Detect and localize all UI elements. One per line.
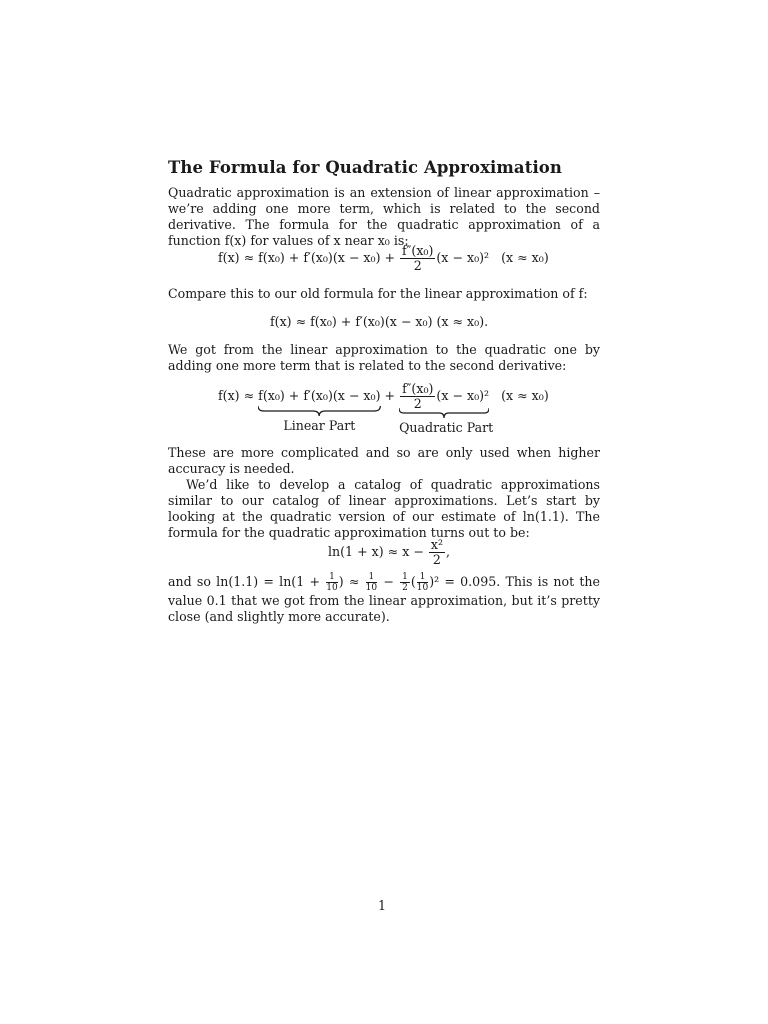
section-title: The Formula for Quadratic Approximation [168,158,563,177]
equation-braced [218,382,549,434]
eq1-rhs: (x − x₀)² [436,250,490,265]
p6-frac-3-num: 1 [402,572,408,582]
eq1-frac-num: f″(x₀) [402,243,434,258]
p6-frac-3-den: 2 [402,583,408,593]
eq3-plus: + [380,388,400,403]
eq4-fraction [429,538,445,567]
p6-frac-2-num: 1 [366,572,377,583]
eq4-lhs: ln(1 + x) ≈ x − [328,544,428,559]
p6-frac-4 [417,572,428,593]
quadratic-part-label: Quadratic Part [399,420,494,435]
p6-text-d: ( [410,574,416,589]
page-number: 1 [378,898,387,913]
linear-part-group [258,388,381,433]
p6-frac-3 [400,572,410,593]
eq3-condition: (x ≈ x₀) [501,388,549,403]
eq3-rhs: (x − x₀)² [436,388,490,403]
paragraph-catalog: We’d like to develop a catalog of quadratic approximations similar to our catalog of linear approximations. Let’s start by looking at the quadratic version of our estimate of ln(1.1). The formula for the quadratic approximation turns out to be: [168,477,600,540]
p6-frac-2 [366,572,377,593]
eq3-lhs: f(x) ≈ [218,388,259,403]
eq1-frac-den: 2 [413,258,422,273]
eq3-fraction [400,382,435,411]
p6-frac-1-den: 10 [326,583,338,593]
paragraph-result [168,572,600,625]
p6-text-a: and so ln(1.1) = ln(1 + [168,574,326,589]
p6-frac-2-den: 10 [365,583,378,593]
eq4-tail: , [446,544,451,559]
eq1-condition: (x ≈ x₀) [501,250,549,265]
equation-ln [328,538,450,567]
p6-text-c: − [378,574,400,589]
paragraph-compare: Compare this to our old formula for the linear approximation of f: [168,286,588,301]
paragraph-accuracy: These are more complicated and so are only used when higher accuracy is needed. [168,445,600,476]
quadratic-underbrace-icon [399,408,489,418]
eq3-frac-den: 2 [413,396,422,411]
p6-frac-4-num: 1 [417,572,428,583]
equation-linear: f(x) ≈ f(x₀) + f′(x₀)(x − x₀) (x ≈ x₀). [270,314,489,329]
linear-part-label: Linear Part [283,418,356,433]
eq4-frac-den: 2 [432,552,441,567]
quadratic-part-group [399,381,494,435]
paragraph-adding-term: We got from the linear approximation to the quadratic one by adding one more term that is related to the second derivative: [168,342,600,373]
eq3-frac-num: f″(x₀) [402,381,434,396]
p6-text-e: )² = 0.095. This is not the value 0.1 that we got from the linear approximation, but it’s pretty close (and slightly more accurate). [168,574,600,624]
linear-underbrace-icon [258,406,380,416]
p6-frac-1-num: 1 [326,572,337,583]
eq1-fraction [400,244,435,273]
eq1-lhs: f(x) ≈ f(x₀) + f′(x₀)(x − x₀) + [218,250,400,265]
paragraph-intro: Quadratic approximation is an extension of linear approximation – we’re adding one more term, which is related to the second derivative. The formula for the quadratic approximation of a function f(x) for values of x near x₀ is: [168,185,600,248]
eq4-frac-num: x² [430,537,444,552]
eq3-linear-part: f(x₀) + f′(x₀)(x − x₀) [258,388,381,403]
p6-frac-4-den: 10 [416,583,429,593]
p6-text-b: ) ≈ [338,574,365,589]
equation-quadratic [218,244,549,273]
p6-frac-1 [326,572,337,593]
